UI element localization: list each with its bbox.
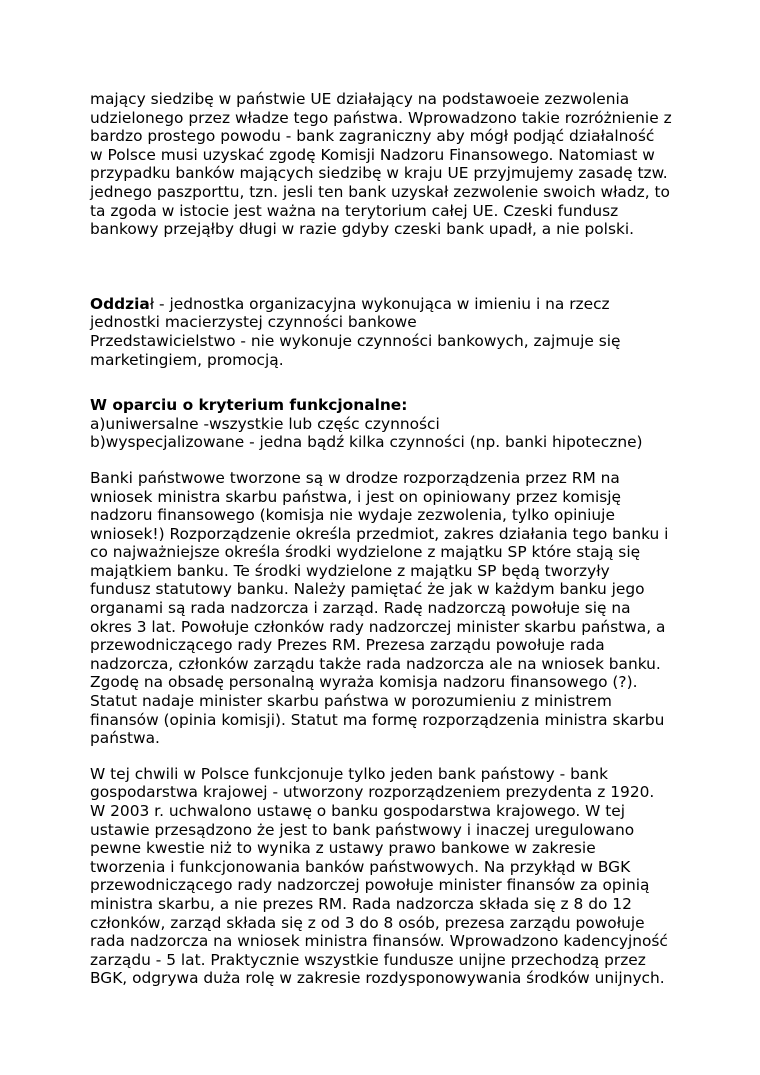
paragraph-banki-panstwowe — [90, 469, 680, 748]
text-line: mający siedzibę w państwie UE działający na podstawoeie zezwolenia — [90, 90, 630, 108]
paragraph-ue-banks — [90, 90, 680, 239]
text-line: zarządu - 5 lat. Praktycznie wszystkie fundusze unijne przechodzą przez — [90, 950, 646, 969]
text-line: wniosek ministra skarbu państwa, i jest on opiniowany przez komisję — [90, 487, 622, 506]
text-line: Statut nadaje minister skarbu państwa w porozumieniu z ministrem — [90, 692, 612, 711]
list-item: a)uniwersalne -wszystkie lub częśc czynności — [90, 414, 440, 433]
text-line: członków, zarząd składa się z od 3 do 8 osób, prezesa zarządu powołuje — [90, 913, 645, 932]
text-line: państwa. — [90, 729, 160, 748]
text-line: co najważniejsze określa środki wydzielone z majątku SP które stają się — [90, 543, 641, 562]
definition-oddzial: - jednostka organizacyjna wykonująca w imieniu i na rzecz — [154, 294, 610, 313]
text-line: ministra skarbu, a nie prezes RM. Rada nadzorcza składa się z 8 do 12 — [90, 894, 632, 913]
text-line: ustawie przesądzono że jest to bank państwowy i inaczej uregulowano — [90, 820, 635, 839]
text-line: gospodarstwa krajowej - utworzony rozporządzeniem prezydenta z 1920. — [90, 783, 655, 802]
text-line: Banki państwowe tworzone są w drodze rozporządzenia przez RM na — [90, 468, 620, 487]
text-line — [90, 295, 680, 314]
text-line: ta zgoda w istocie jest ważna na terytorium całej UE. Czeski fundusz — [90, 201, 619, 220]
text-line: wniosek!) Rozporządzenie określa przedmiot, zakres działania tego banku i — [90, 524, 669, 543]
text-line: W tej chwili w Polsce funkcjonuje tylko jeden bank państowy - bank — [90, 764, 608, 783]
text-line: fundusz statutowy banku. Należy pamiętać że jak w każdym banku jego — [90, 580, 645, 599]
text-line: w Polsce musi uzyskać zgodę Komisji Nadzoru Finansowego. Natomiast w — [90, 145, 655, 164]
paragraph-oddzial — [90, 295, 680, 369]
text-line: nadzoru finansowego (komisja nie wydaje zezwolenia, tylko opiniuje — [90, 506, 615, 525]
text-line: majątkiem banku. Te środki wydzielone z majątku SP będą tworzyły — [90, 561, 610, 580]
term-oddzial-suffix: ł — [149, 294, 155, 313]
text-line: przypadku banków mających siedzibę w kraju UE przyjmujemy zasadę tzw. — [90, 164, 668, 183]
text-line: okres 3 lat. Powołuje członków rady nadzorczej minister skarbu państwa, a — [90, 617, 666, 636]
text-line: Zgodę na obsadę personalną wyraża komisja nadzoru finansowego (?). — [90, 673, 638, 692]
text-line: W 2003 r. uchwalono ustawę o banku gospodarstwa krajowego. W tej — [90, 802, 626, 820]
text-line: nadzorcza, członków zarządu także rada nadzorcza ale na wniosek banku. — [90, 654, 661, 673]
text-line: finansów (opinia komisji). Statut ma formę rozporządzenia ministra skarbu — [90, 710, 665, 729]
text-line: organami są rada nadzorcza i zarząd. Radę nadzorczą powołuje się na — [90, 599, 631, 618]
text-line: przewodniczącego rady nadzorczej powołuje minister finansów za opinią — [90, 876, 650, 895]
text-line: bankowy przejąłby długi w razie gdyby czeski bank upadł, a nie polski. — [90, 220, 635, 239]
text-line: rada nadzorcza na wniosek ministra finansów. Wprowadzono kadencyjność — [90, 932, 668, 951]
text-line: jednostki macierzystej czynności bankowe — [90, 313, 417, 332]
paragraph-bgk — [90, 765, 680, 988]
text-line: jednego paszporttu, tzn. jesli ten bank uzyskał zezwolenie swoich władz, to — [90, 182, 670, 201]
text-line: pewne kwestie niż to wynika z ustawy prawo bankowe w zakresie — [90, 839, 596, 858]
document-page — [90, 90, 680, 988]
text-line: tworzenia i funkcjonowania banków państwowych. Na przykłąd w BGK — [90, 857, 631, 876]
text-line: udzielonego przez władze tego państwa. Wprowadzono takie rozróżnienie z — [90, 108, 672, 127]
text-line: przewodniczącego rady Prezes RM. Prezesa zarządu powołuje rada — [90, 636, 605, 655]
text-line: bardzo prostego powodu - bank zagraniczny aby mógł podjąć działalność — [90, 127, 655, 146]
text-line: Przedstawicielstwo - nie wykonuje czynności bankowych, zajmuje się — [90, 331, 621, 350]
section-kryterium-funkcjonalne — [90, 396, 680, 452]
term-oddzial: Oddzia — [90, 294, 150, 313]
text-line: marketingiem, promocją. — [90, 350, 284, 369]
text-line: BGK, odgrywa duża rolę w zakresie rozdysponowywania środków unijnych. — [90, 969, 665, 988]
list-item: b)wyspecjalizowane - jedna bądź kilka czynności (np. banki hipoteczne) — [90, 433, 643, 452]
section-heading: W oparciu o kryterium funkcjonalne: — [90, 396, 408, 415]
